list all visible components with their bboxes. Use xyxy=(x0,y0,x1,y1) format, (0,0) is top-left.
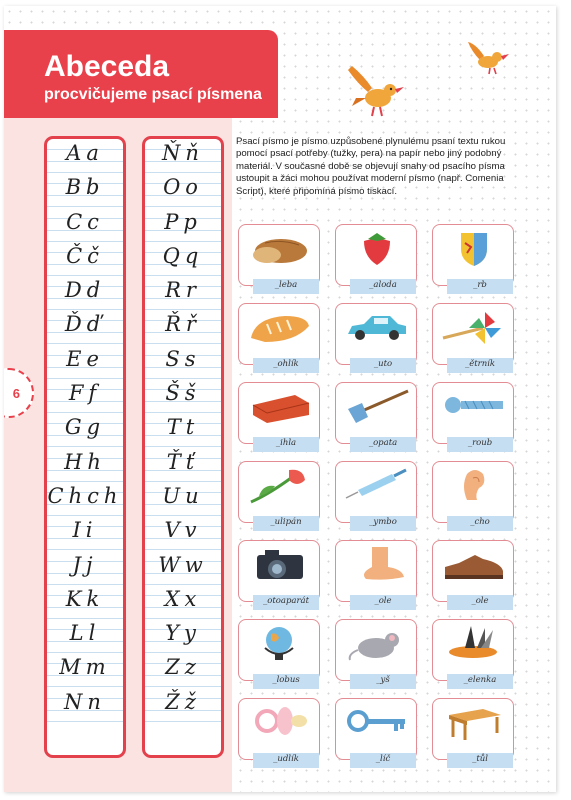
word-label: _lobus xyxy=(272,675,300,685)
letter-pair: Cc xyxy=(66,209,104,234)
letter-pair: Žž xyxy=(165,689,201,714)
letter-pair: Ss xyxy=(165,346,201,371)
letter-row xyxy=(145,551,221,585)
word-card xyxy=(335,224,417,290)
word-label: _otoaparát xyxy=(262,596,310,606)
word-label-strip xyxy=(253,279,319,294)
word-label-strip xyxy=(350,516,416,531)
word-label-strip xyxy=(447,516,513,531)
letter-pair: Hh xyxy=(64,449,106,474)
letter-row xyxy=(47,551,123,585)
word-label: _ymbo xyxy=(369,517,397,527)
letter-row xyxy=(47,482,123,516)
letter-pair: Chch xyxy=(47,483,123,508)
letter-row xyxy=(47,585,123,619)
word-label-strip xyxy=(447,753,513,768)
worksheet-page xyxy=(4,6,556,792)
page-title: Abeceda xyxy=(44,50,170,83)
page-number: 6 xyxy=(4,368,34,418)
screw-icon xyxy=(439,387,509,425)
word-card xyxy=(432,224,514,290)
page-subtitle: procvičujeme psací písmena xyxy=(44,86,262,103)
word-card xyxy=(432,698,514,764)
coat-of-arms-icon xyxy=(439,229,509,267)
word-label: _líč xyxy=(375,754,391,764)
word-label: _ulipán xyxy=(270,517,302,527)
word-label: _yš xyxy=(376,675,390,685)
letter-row xyxy=(145,516,221,550)
letter-pair: Bb xyxy=(65,175,105,200)
letter-row xyxy=(47,345,123,379)
word-label: _ole xyxy=(471,596,489,606)
ear-icon xyxy=(439,466,509,504)
letter-pair: Řř xyxy=(165,312,201,337)
word-card xyxy=(238,461,320,527)
intro-paragraph: Psací písmo je písmo uzpůsobené plynulému psaní textu rukou pomocí psací potřeby (tužky, pera) na papír nebo jiný podobný materiál. V současné době se objevují snahy od psacího písma ustoupit a žáci mohou používat moderní písmo (např. Comenia Script), které připomíná písmo tiskací. xyxy=(236,136,506,197)
word-label-strip xyxy=(447,358,513,373)
shoe-icon xyxy=(439,545,509,583)
bird-icon xyxy=(342,62,406,118)
letter-pair: Ll xyxy=(69,621,101,646)
word-label: _ohlík xyxy=(273,359,299,369)
letter-pair: Ťť xyxy=(166,449,200,474)
foot-icon xyxy=(342,545,412,583)
word-label: _ětrník xyxy=(464,359,496,369)
word-card xyxy=(335,619,417,685)
pacifier-icon xyxy=(245,703,315,741)
word-label: _ihla xyxy=(275,438,297,448)
letter-row xyxy=(145,413,221,447)
letter-pair: Šš xyxy=(165,381,201,406)
letter-row xyxy=(145,310,221,344)
letter-row xyxy=(145,448,221,482)
letter-row xyxy=(145,345,221,379)
word-card xyxy=(335,382,417,448)
letter-row xyxy=(145,276,221,310)
letter-pair: Zz xyxy=(165,655,201,680)
letter-row xyxy=(47,208,123,242)
word-label-strip xyxy=(253,753,319,768)
word-label-strip xyxy=(253,674,319,689)
letter-row xyxy=(47,379,123,413)
letter-pair: Ff xyxy=(68,381,102,406)
word-card xyxy=(238,224,320,290)
letter-pair: Gg xyxy=(64,415,106,440)
letter-row xyxy=(145,379,221,413)
alphabet-column-right xyxy=(142,136,224,758)
word-card xyxy=(335,698,417,764)
letter-pair: Kk xyxy=(65,586,105,611)
word-label-strip xyxy=(350,358,416,373)
word-label: _leba xyxy=(274,280,298,290)
word-card xyxy=(432,619,514,685)
letter-pair: Tt xyxy=(166,415,200,440)
word-label: _aloda xyxy=(369,280,397,290)
letter-pair: Ee xyxy=(66,346,104,371)
word-card xyxy=(432,303,514,369)
word-label: _roub xyxy=(467,438,493,448)
word-label: _udlík xyxy=(273,754,299,764)
letter-pair: Xx xyxy=(164,586,202,611)
mouse-icon xyxy=(342,624,412,662)
word-label-strip xyxy=(350,279,416,294)
letter-row xyxy=(145,585,221,619)
word-label-strip xyxy=(447,279,513,294)
letter-row xyxy=(47,310,123,344)
word-card xyxy=(238,698,320,764)
letter-pair: Rr xyxy=(165,278,201,303)
letter-pair: Yy xyxy=(165,621,201,646)
letter-pair: Ii xyxy=(72,518,98,543)
letter-row xyxy=(47,653,123,687)
word-label: _ole xyxy=(374,596,392,606)
letter-row xyxy=(47,619,123,653)
letter-row xyxy=(47,448,123,482)
letter-pair: Jj xyxy=(72,552,98,577)
letter-pair: Pp xyxy=(164,209,202,234)
letter-row xyxy=(145,619,221,653)
shovel-icon xyxy=(342,387,412,425)
word-label: _cho xyxy=(470,517,490,527)
table-icon xyxy=(439,703,509,741)
word-label-strip xyxy=(447,437,513,452)
word-label: _uto xyxy=(373,359,393,369)
bird-icon xyxy=(464,40,510,76)
letter-pair: Vv xyxy=(164,518,202,543)
word-card xyxy=(335,303,417,369)
word-label-strip xyxy=(253,516,319,531)
letter-row xyxy=(47,516,123,550)
letter-row xyxy=(47,688,123,722)
word-label-strip xyxy=(447,595,513,610)
letter-row xyxy=(47,139,123,173)
letter-row xyxy=(145,208,221,242)
bread-roll-icon xyxy=(245,308,315,346)
word-label-strip xyxy=(350,437,416,452)
alphabet-column-left xyxy=(44,136,126,758)
word-label: _elenka xyxy=(463,675,497,685)
letter-row xyxy=(47,276,123,310)
word-label: _tůl xyxy=(472,754,488,764)
letter-row xyxy=(145,173,221,207)
word-card xyxy=(432,382,514,448)
letter-row xyxy=(145,242,221,276)
word-card xyxy=(238,619,320,685)
letter-pair: Dd xyxy=(64,278,106,303)
letter-pair: Ww xyxy=(158,552,208,577)
word-card xyxy=(432,461,514,527)
word-card xyxy=(335,461,417,527)
globe-icon xyxy=(245,624,315,662)
tulip-icon xyxy=(245,466,315,504)
letter-row xyxy=(145,653,221,687)
letter-row xyxy=(145,139,221,173)
word-label-strip xyxy=(253,595,319,610)
word-label-strip xyxy=(350,674,416,689)
pinwheel-icon xyxy=(439,308,509,346)
word-label-strip xyxy=(350,595,416,610)
word-card xyxy=(238,303,320,369)
letter-pair: Nn xyxy=(64,689,106,714)
bread-icon xyxy=(245,229,315,267)
brick-icon xyxy=(245,387,315,425)
word-label-strip xyxy=(253,437,319,452)
letter-row xyxy=(47,242,123,276)
letter-pair: Qq xyxy=(162,243,204,268)
word-card xyxy=(238,382,320,448)
letter-row xyxy=(145,688,221,722)
word-label-strip xyxy=(447,674,513,689)
strawberry-icon xyxy=(342,229,412,267)
word-label: _rb xyxy=(473,280,487,290)
camera-icon xyxy=(245,545,315,583)
letter-row xyxy=(47,413,123,447)
headdress-icon xyxy=(439,624,509,662)
letter-pair: Ňň xyxy=(162,141,204,165)
letter-pair: Ďď xyxy=(64,312,106,337)
letter-pair: Oo xyxy=(163,175,203,200)
word-label-strip xyxy=(253,358,319,373)
word-card xyxy=(335,540,417,606)
word-card xyxy=(238,540,320,606)
letter-pair: Čč xyxy=(66,243,104,268)
syringe-icon xyxy=(342,466,412,504)
letter-pair: Uu xyxy=(162,483,204,508)
word-card xyxy=(432,540,514,606)
letter-row xyxy=(47,173,123,207)
car-icon xyxy=(342,308,412,346)
letter-row xyxy=(145,482,221,516)
key-icon xyxy=(342,703,412,741)
word-label-strip xyxy=(350,753,416,768)
word-label: _opata xyxy=(368,438,398,448)
letter-pair: Mm xyxy=(59,655,111,680)
letter-pair: Aa xyxy=(66,141,104,165)
